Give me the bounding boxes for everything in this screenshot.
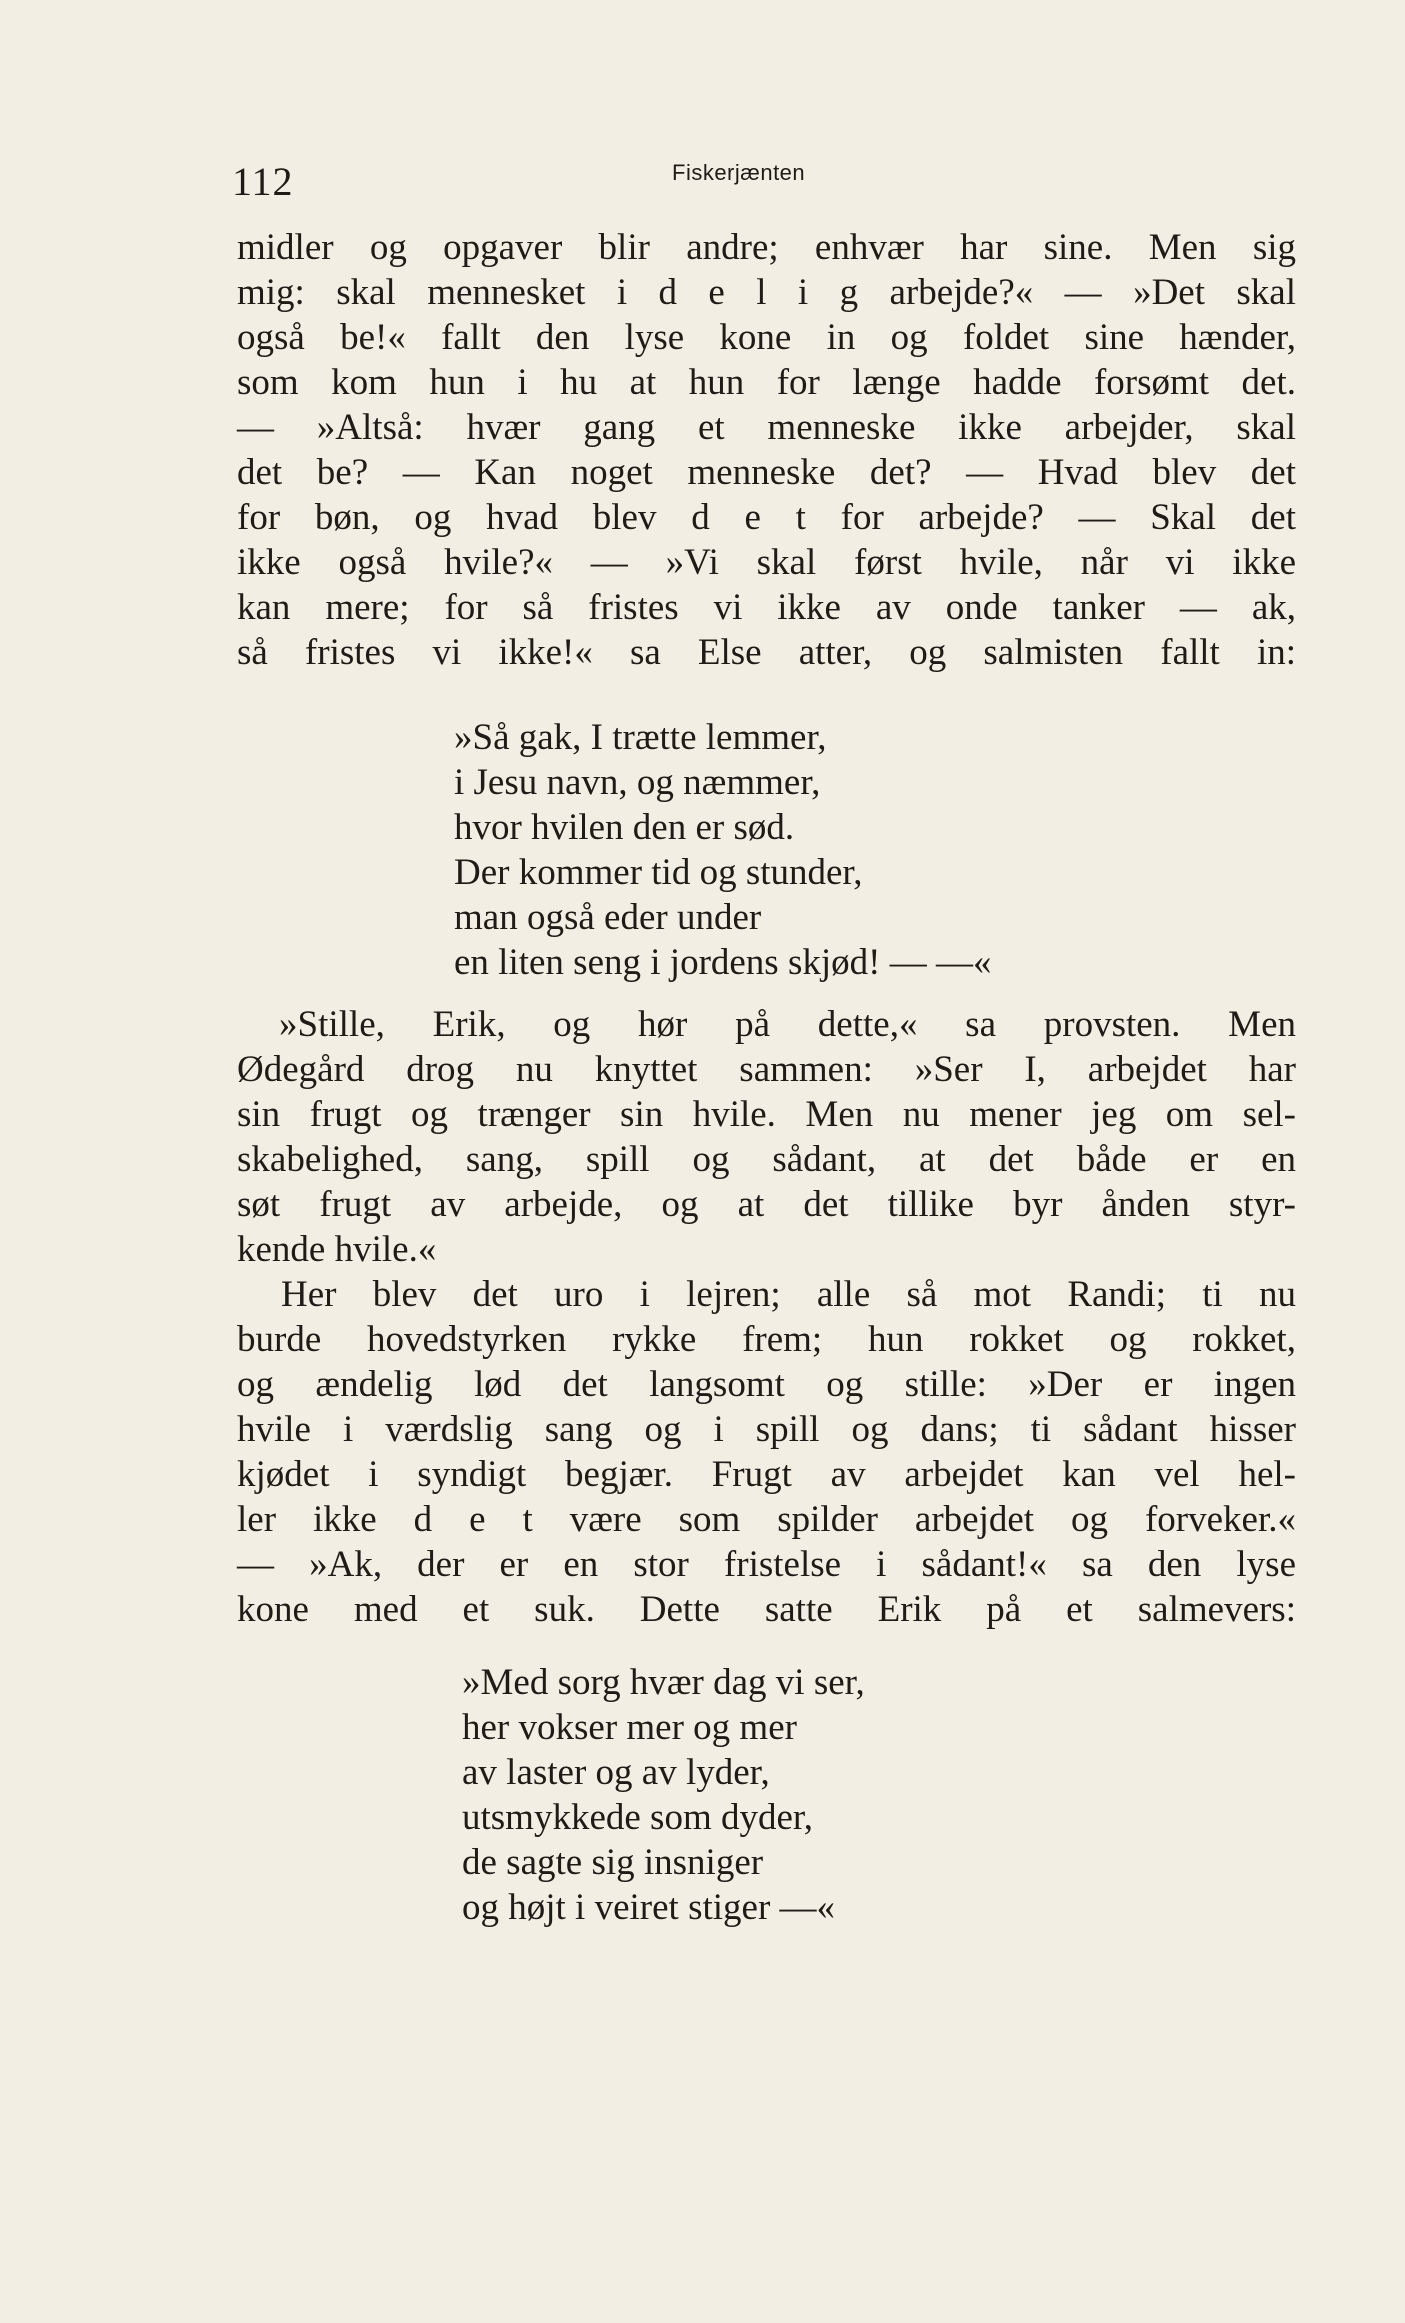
text-line: midler og opgaver blir andre; enhvær har sine. Men sig — [237, 227, 1296, 268]
text-line: som kom hun i hu at hun for længe hadde forsømt det. — [237, 362, 1296, 403]
text-line: — »Ak, der er en stor fristelse i sådant!« sa den lyse — [237, 1544, 1296, 1585]
text-line: kjødet i syndigt begjær. Frugt av arbejdet kan vel hel- — [237, 1454, 1296, 1495]
text-line: hvile i værdslig sang og i spill og dans; ti sådant hisser — [237, 1409, 1296, 1450]
text-line: søt frugt av arbejde, og at det tillike byr ånden styr- — [237, 1184, 1296, 1225]
text-line: mig: skal mennesket i d e l i g arbejde?« — »Det skal — [237, 272, 1296, 313]
text-line: Her blev det uro i lejren; alle så mot Randi; ti nu — [281, 1274, 1296, 1315]
verse-line: »Med sorg hvær dag vi ser, — [462, 1662, 865, 1703]
text-line: ler ikke d e t være som spilder arbejdet og forveker.« — [237, 1499, 1296, 1540]
verse-line: man også eder under — [454, 897, 762, 938]
text-line: Ødegård drog nu knyttet sammen: »Ser I, arbejdet har — [237, 1049, 1296, 1090]
text-line: skabelighed, sang, spill og sådant, at det både er en — [237, 1139, 1296, 1180]
text-line: »Stille, Erik, og hør på dette,« sa provsten. Men — [279, 1004, 1296, 1045]
paragraph-1 — [237, 225, 1296, 675]
verse-line: utsmykkede som dyder, — [462, 1797, 813, 1838]
verse-line: av laster og av lyder, — [462, 1752, 770, 1793]
verse-line: »Så gak, I trætte lemmer, — [454, 717, 827, 758]
text-line: kone med et suk. Dette satte Erik på et salmevers: — [237, 1589, 1296, 1630]
verse-line: og højt i veiret stiger —« — [462, 1887, 836, 1928]
text-line: burde hovedstyrken rykke frem; hun rokket og rokket, — [237, 1319, 1296, 1360]
verse-line: Der kommer tid og stunder, — [454, 852, 863, 893]
text-line: sin frugt og trænger sin hvile. Men nu mener jeg om sel- — [237, 1094, 1296, 1135]
text-line: og ændelig lød det langsomt og stille: »Der er ingen — [237, 1364, 1296, 1405]
verse-line: i Jesu navn, og næmmer, — [454, 762, 821, 803]
running-title: Fiskerjænten — [672, 160, 806, 185]
text-line: kende hvile.« — [237, 1229, 437, 1270]
text-line: ikke også hvile?« — »Vi skal først hvile, når vi ikke — [237, 542, 1296, 583]
text-line: det be? — Kan noget menneske det? — Hvad blev det — [237, 452, 1296, 493]
verse-stanza-2 — [462, 1660, 865, 1930]
text-line: så fristes vi ikke!« sa Else atter, og salmisten fallt in: — [237, 632, 1296, 673]
verse-line: en liten seng i jordens skjød! — —« — [454, 942, 992, 983]
page-number: 112 — [232, 159, 294, 204]
verse-line: hvor hvilen den er sød. — [454, 807, 795, 848]
text-line: også be!« fallt den lyse kone in og foldet sine hænder, — [237, 317, 1296, 358]
paragraph-2-and-3 — [237, 1002, 1296, 1632]
text-line: for bøn, og hvad blev d e t for arbejde? — Skal det — [237, 497, 1296, 538]
text-line: — »Altså: hvær gang et menneske ikke arbejder, skal — [237, 407, 1296, 448]
verse-line: de sagte sig insniger — [462, 1842, 764, 1883]
text-line: kan mere; for så fristes vi ikke av onde tanker — ak, — [237, 587, 1296, 628]
verse-stanza-1 — [454, 715, 991, 985]
verse-line: her vokser mer og mer — [462, 1707, 797, 1748]
